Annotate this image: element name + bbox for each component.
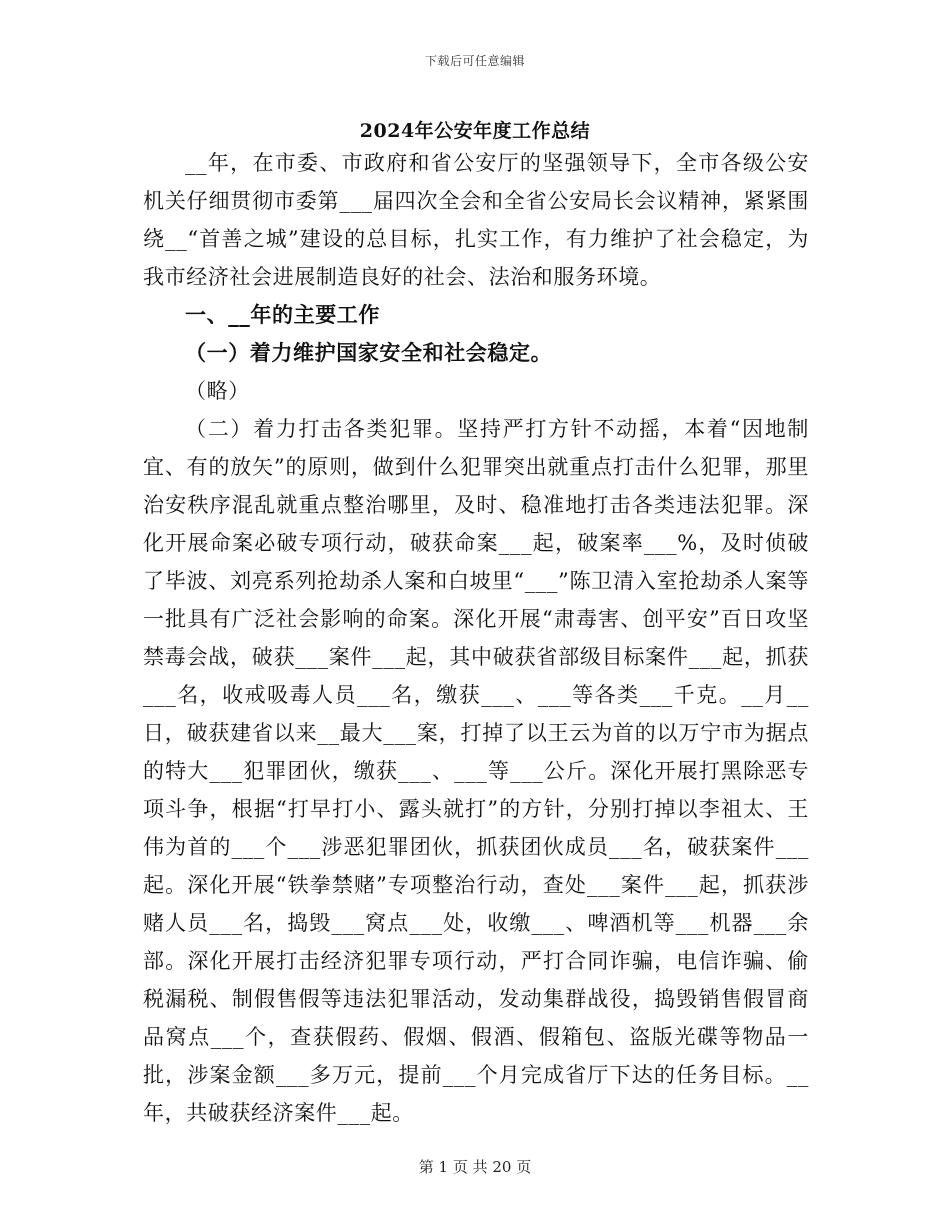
intro-paragraph: __年，在市委、市政府和省公安厅的坚强领导下，全市各级公安机关仔细贯彻市委第___届四次全会和全省公安局长会议精神，紧紧围绕__“首善之城”建设的总目标，扎实工作，有力维护了社会稳定，为我市经济社会进展制造良好的社会、法治和服务环境。	[143, 151, 809, 289]
section-heading: 一、__年的主要工作	[185, 302, 380, 327]
subsection-heading: （一）着力维护国家安全和社会稳定。	[185, 340, 553, 365]
page-number: 第 1 页 共 20 页	[418, 1158, 532, 1176]
page-header-note: 下载后可任意编辑	[424, 54, 525, 68]
document-title: 2024年公安年度工作总结	[359, 120, 591, 142]
crime-fighting-paragraph: （二）着力打击各类犯罪。坚持严打方针不动摇，本着“因地制宜、有的放矢”的原则，做到什么犯罪突出就重点打击什么犯罪，那里治安秩序混乱就重点整治哪里，及时、稳准地打击各类违法犯罪。深化开展命案必破专项行动，破获命案___起，破案率___%，及时侦破了毕波、刘亮系列抢劫杀人案和白坡里“___”陈卫清入室抢劫杀人案等一批具有广泛社会影响的命案。深化开展“肃毒害、创平安”百日攻坚禁毒会战，破获___案件___起，其中破获省部级目标案件___起，抓获___名，收戒吸毒人员___名，缴获___、___等各类___千克。__月__日，破获建省以来__最大___案，打掉了以王云为首的以万宁市为据点的特大___犯罪团伙，缴获___、___等___公斤。深化开展打黑除恶专项斗争，根据“打早打小、露头就打”的方针，分别打掉以李祖太、王伟为首的___个___涉恶犯罪团伙，抓获团伙成员___名，破获案件___起。深化开展“铁拳禁赌”专项整治行动，查处___案件___起，抓获涉赌人员___名，捣毁___窝点___处，收缴___、啤酒机等___机器___余部。深化开展打击经济犯罪专项行动，严打合同诈骗，电信诈骗、偷税漏税、制假售假等违法犯罪活动，发动集群战役，捣毁销售假冒商品窝点___个，查获假药、假烟、假酒、假箱包、盗版光碟等物品一批，涉案金额___多万元，提前___个月完成省厅下达的任务目标。__年，共破获经济案件___起。	[143, 417, 809, 1125]
document-body	[143, 144, 809, 1132]
omitted-note: （略）	[185, 379, 250, 403]
